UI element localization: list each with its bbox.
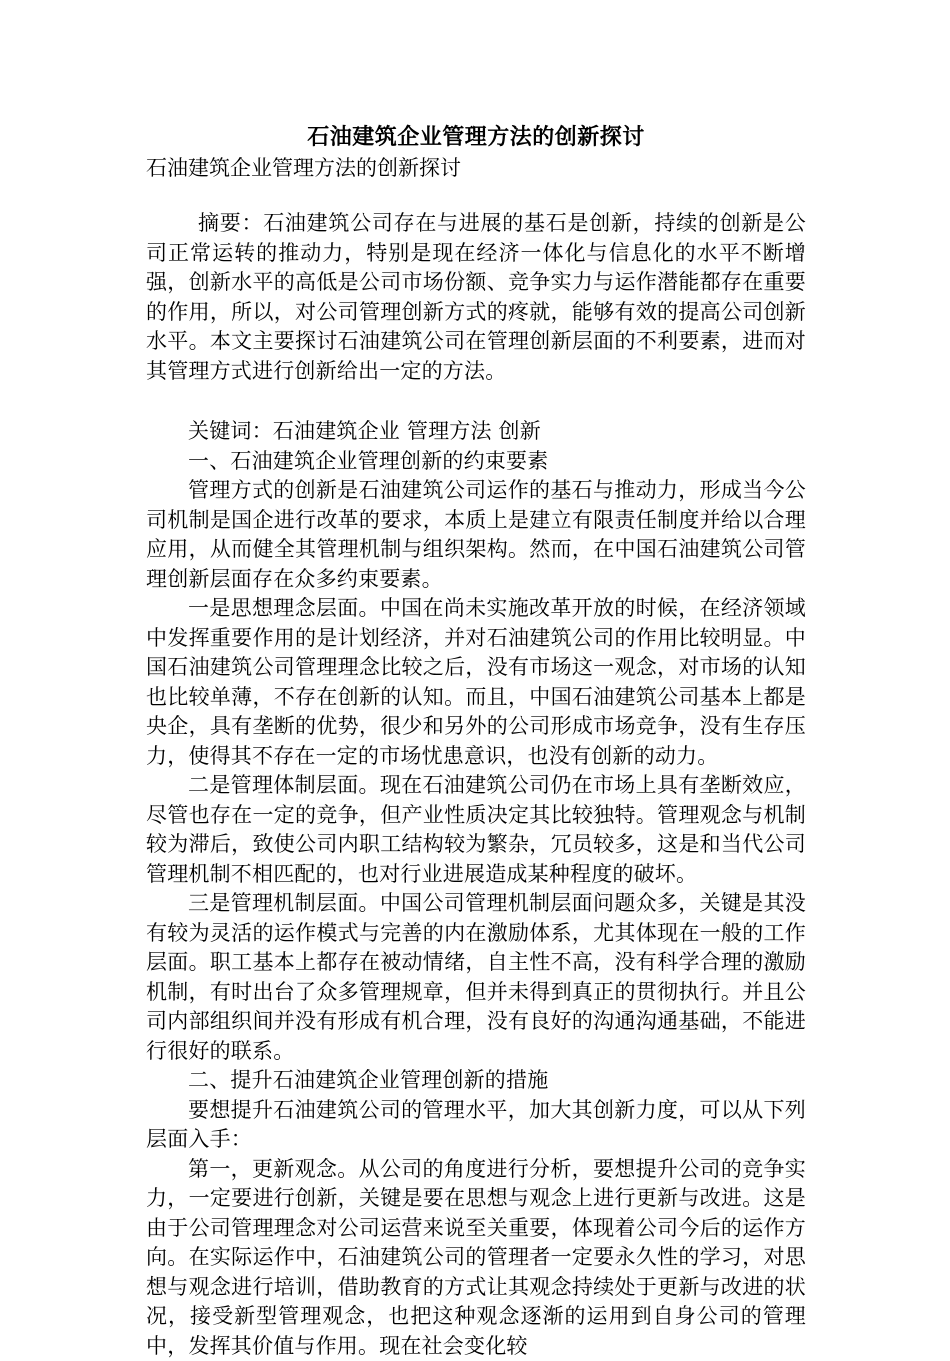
section-1-point-1-paragraph: 一是思想理念层面。中国在尚未实施改革开放的时候，在经济领域中发挥重要作用的是计划经济，并对石油建筑公司的作用比较明显。中国石油建筑公司管理理念比较之后，没有市场这一观念，对市场的认知也比较单薄，不存在创新的认知。而且，中国石油建筑公司基本上都是央企，具有垄断的优势，很少和另外的公司形成市场竞争，没有生存压力，使得其不存在一定的市场忧患意识，也没有创新的动力。 bbox=[146, 594, 806, 771]
section-1-point-3-paragraph: 三是管理机制层面。中国公司管理机制层面问题众多，关键是其没有较为灵活的运作模式与完善的内在激励体系，尤其体现在一般的工作层面。职工基本上都存在被动情绪，自主性不高，没有科学合理的激励机制，有时出台了众多管理规章，但并未得到真正的贯彻执行。并且公司内部组织间并没有形成有机合理，没有良好的沟通沟通基础，不能进行很好的联系。 bbox=[146, 889, 806, 1066]
section-1-point-2-paragraph: 二是管理体制层面。现在石油建筑公司仍在市场上具有垄断效应，尽管也存在一定的竞争，但产业性质决定其比较独特。管理观念与机制较为滞后，致使公司内职工结构较为繁杂，冗员较多，这是和当代公司管理机制不相匹配的，也对行业进展造成某种程度的破坏。 bbox=[146, 771, 806, 889]
section-2-intro-paragraph: 要想提升石油建筑公司的管理水平，加大其创新力度，可以从下列层面入手： bbox=[146, 1096, 806, 1155]
section-1-heading: 一、石油建筑企业管理创新的约束要素 bbox=[146, 447, 806, 477]
section-1-intro-paragraph: 管理方式的创新是石油建筑公司运作的基石与推动力，形成当今公司机制是国企进行改革的要求，本质上是建立有限责任制度并给以合理应用，从而健全其管理机制与组织架构。然而，在中国石油建筑公司管理创新层面存在众多约束要素。 bbox=[146, 476, 806, 594]
document-title: 石油建筑企业管理方法的创新探讨 bbox=[146, 120, 806, 154]
abstract-paragraph: 摘要：石油建筑公司存在与进展的基石是创新，持续的创新是公司正常运转的推动力，特别是现在经济一体化与信息化的水平不断增强，创新水平的高低是公司市场份额、竞争实力与运作潜能都存在重要的作用，所以，对公司管理创新方式的疼就，能够有效的提高公司创新水平。本文主要探讨石油建筑公司在管理创新层面的不利要素，进而对其管理方式进行创新给出一定的方法。 bbox=[146, 209, 806, 386]
section-2-measure-1-paragraph: 第一，更新观念。从公司的角度进行分析，要想提升公司的竞争实力，一定要进行创新，关键是要在思想与观念上进行更新与改进。这是由于公司管理理念对公司运营来说至关重要，体现着公司今后的运作方向。在实际运作中，石油建筑公司的管理者一定要永久性的学习，对思想与观念进行培训，借助教育的方式让其观念持续处于更新与改进的状况，接受新型管理观念，也把这种观念逐渐的运用到自身公司的管理中，发挥其价值与作用。现在社会变化较 bbox=[146, 1155, 806, 1361]
document-subtitle: 石油建筑企业管理方法的创新探讨 bbox=[146, 154, 806, 183]
document-page bbox=[146, 120, 806, 1361]
section-2-heading: 二、提升石油建筑企业管理创新的措施 bbox=[146, 1066, 806, 1096]
keywords-line: 关键词：石油建筑企业 管理方法 创新 bbox=[146, 417, 806, 447]
